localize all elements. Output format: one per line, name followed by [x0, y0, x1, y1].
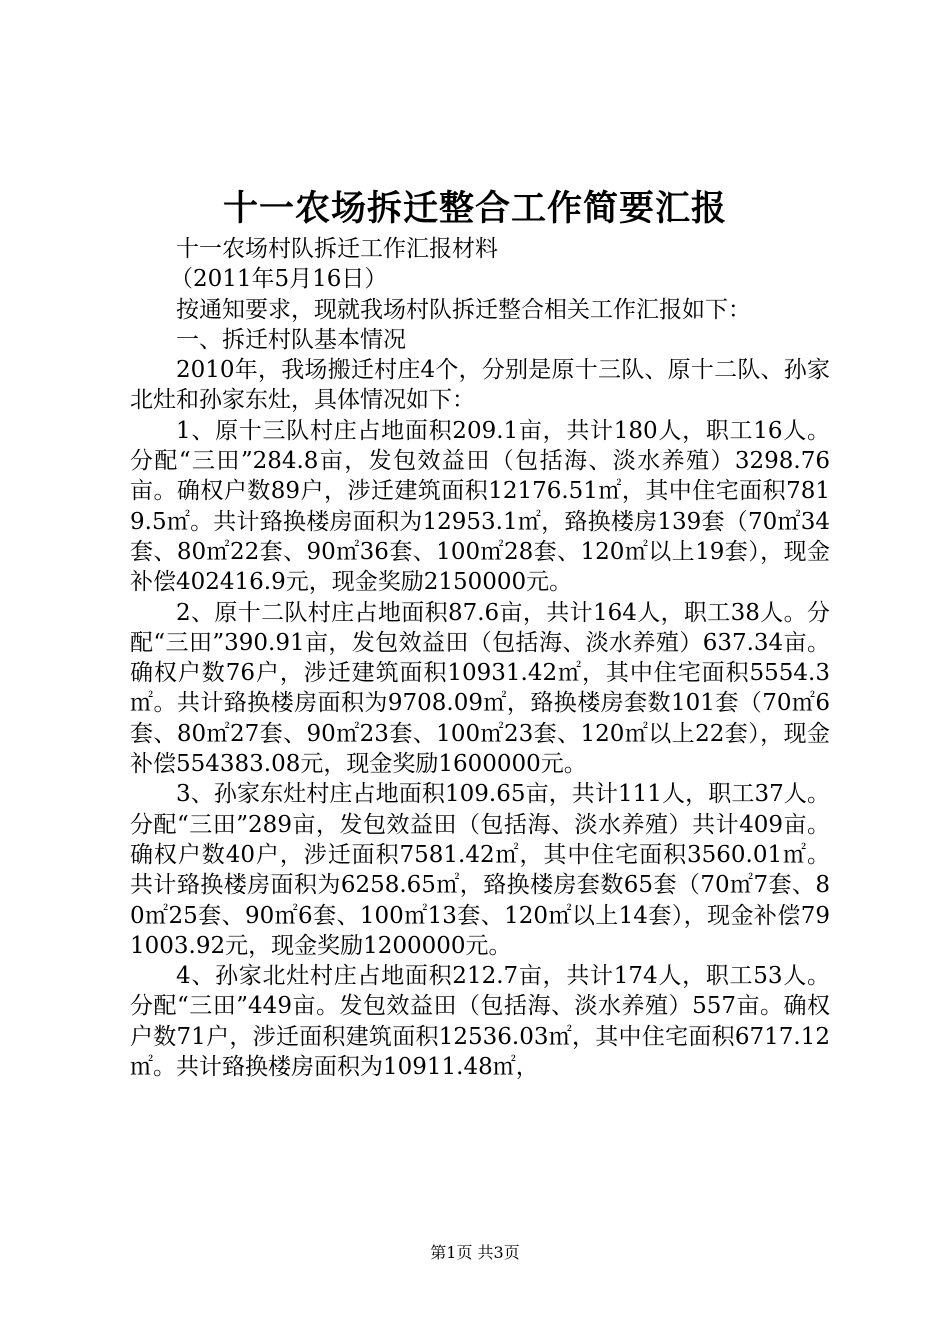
item-paragraph-1: 1、原十三队村庄占地面积209.1亩，共计180人，职工16人。分配“三田”284.8亩，发包效益田（包括海、淡水养殖）3298.76亩。确权户数89户，涉迁建筑面积12176.51㎡，其中住宅面积7819.5㎡。共计臵换楼房面积为12953.1㎡，臵换楼房139套（70㎡34套、80㎡22套、90㎡36套、100㎡28套、120㎡以上19套），现金补偿402416.9元，现金奖励2150000元。 — [130, 417, 830, 596]
section-heading: 一、拆迁村队基本情况 — [176, 326, 406, 353]
item-paragraph-3: 3、孙家东灶村庄占地面积109.65亩，共计111人，职工37人。分配“三田”289亩，发包效益田（包括海、淡水养殖）共计409亩。确权户数40户，涉迁面积7581.42㎡，其中住宅面积3560.01㎡。共计臵换楼房面积为6258.65㎡，臵换楼房套数65套（70㎡7套、80㎡25套、90㎡6套、100㎡13套、120㎡以上14套），现金补偿791003.92元，现金奖励1200000元。 — [130, 781, 830, 959]
intro-paragraph: 按通知要求，现就我场村队拆迁整合相关工作汇报如下： — [176, 296, 751, 323]
item-paragraph-4: 4、孙家北灶村庄占地面积212.7亩，共计174人，职工53人。分配“三田”449亩。发包效益田（包括海、淡水养殖）557亩。确权户数71户，涉迁面积建筑面积12536.03㎡，其中住宅面积6717.12㎡。共计臵换楼房面积为10911.48㎡， — [130, 963, 830, 1081]
report-date: （2011年5月16日） — [170, 266, 388, 293]
overview-paragraph: 2010年，我场搬迁村庄4个，分别是原十三队、原十二队、孙家北灶和孙家东灶，具体情况如下： — [130, 357, 830, 414]
item-paragraph-2: 2、原十二队村庄占地面积87.6亩，共计164人，职工38人。分配“三田”390.91亩，发包效益田（包括海、淡水养殖）637.34亩。确权户数76户，涉迁建筑面积10931.42㎡，其中住宅面积5554.3㎡。共计臵换楼房面积为9708.09㎡，臵换楼房套数101套（70㎡6套、80㎡27套、90㎡23套、100㎡23套、120㎡以上22套），现金补偿554383.08元，现金奖励1600000元。 — [130, 599, 830, 778]
report-subtitle: 十一农场村队拆迁工作汇报材料 — [176, 236, 498, 262]
page-footer: 第1页 共3页 — [430, 1243, 520, 1262]
document-title: 十一农场拆迁整合工作简要汇报 — [222, 188, 727, 229]
document-body — [130, 234, 830, 1082]
